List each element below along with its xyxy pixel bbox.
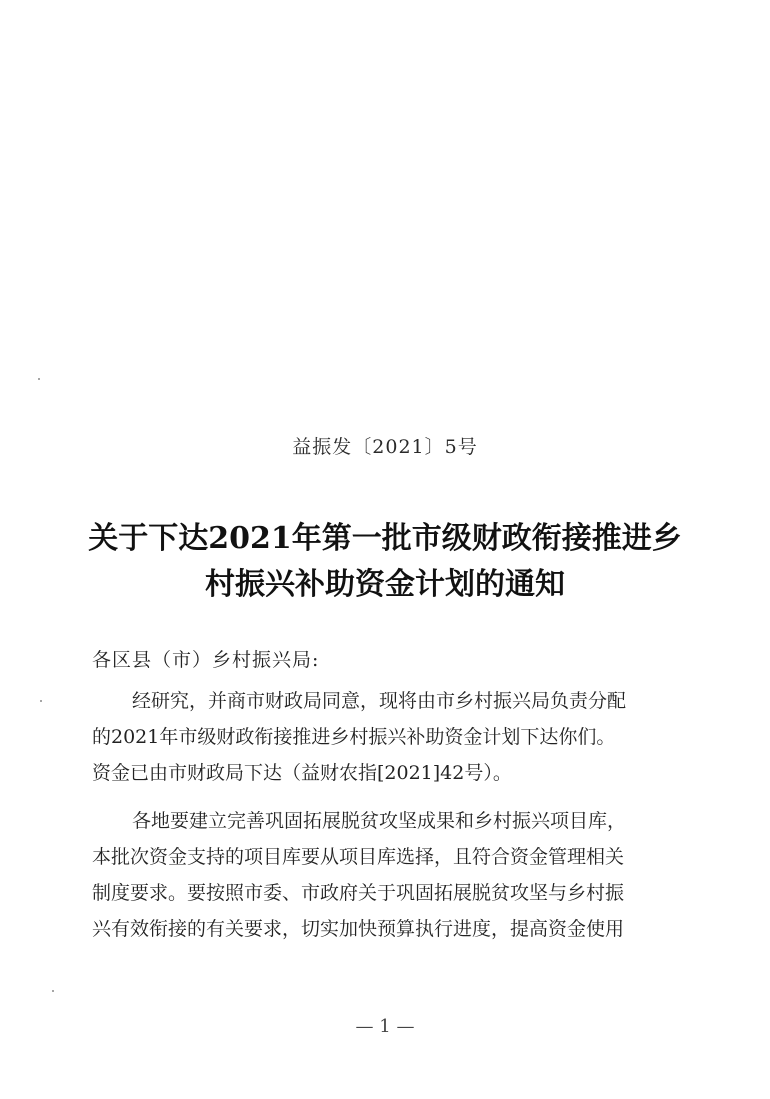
title-line: 关于下达2021年第一批市级财政衔接推进乡: [88, 521, 682, 556]
scan-speck: [52, 990, 54, 992]
paragraph-line: 制度要求。要按照市委、市政府关于巩固拓展脱贫攻坚与乡村振: [92, 882, 625, 904]
body-paragraph: [92, 803, 692, 947]
paragraph-line: 本批次资金支持的项目库要从项目库选择，且符合资金管理相关: [92, 846, 625, 868]
paragraph-line: 的2021年市级财政衔接推进乡村振兴补助资金计划下达你们。: [92, 726, 616, 748]
paragraph-line: 经研究，并商市财政局同意，现将由市乡村振兴局负责分配: [132, 690, 627, 712]
document-number: 益振发〔2021〕5号: [292, 436, 478, 458]
title-line: 村振兴补助资金计划的通知: [205, 567, 565, 602]
scan-speck: [40, 700, 42, 702]
paragraph-line: 资金已由市财政局下达（益财农指[2021]42号）。: [92, 762, 512, 784]
scan-speck: [38, 378, 40, 380]
document-title: [60, 516, 710, 608]
body-paragraph: [92, 683, 692, 791]
paragraph-line: 兴有效衔接的有关要求，切实加快预算执行进度，提高资金使用: [92, 918, 625, 940]
page-number: — 1 —: [355, 1016, 415, 1037]
paragraph-line: 各地要建立完善巩固拓展脱贫攻坚成果和乡村振兴项目库，: [132, 810, 627, 832]
salutation: 各区县（市）乡村振兴局:: [92, 649, 320, 671]
